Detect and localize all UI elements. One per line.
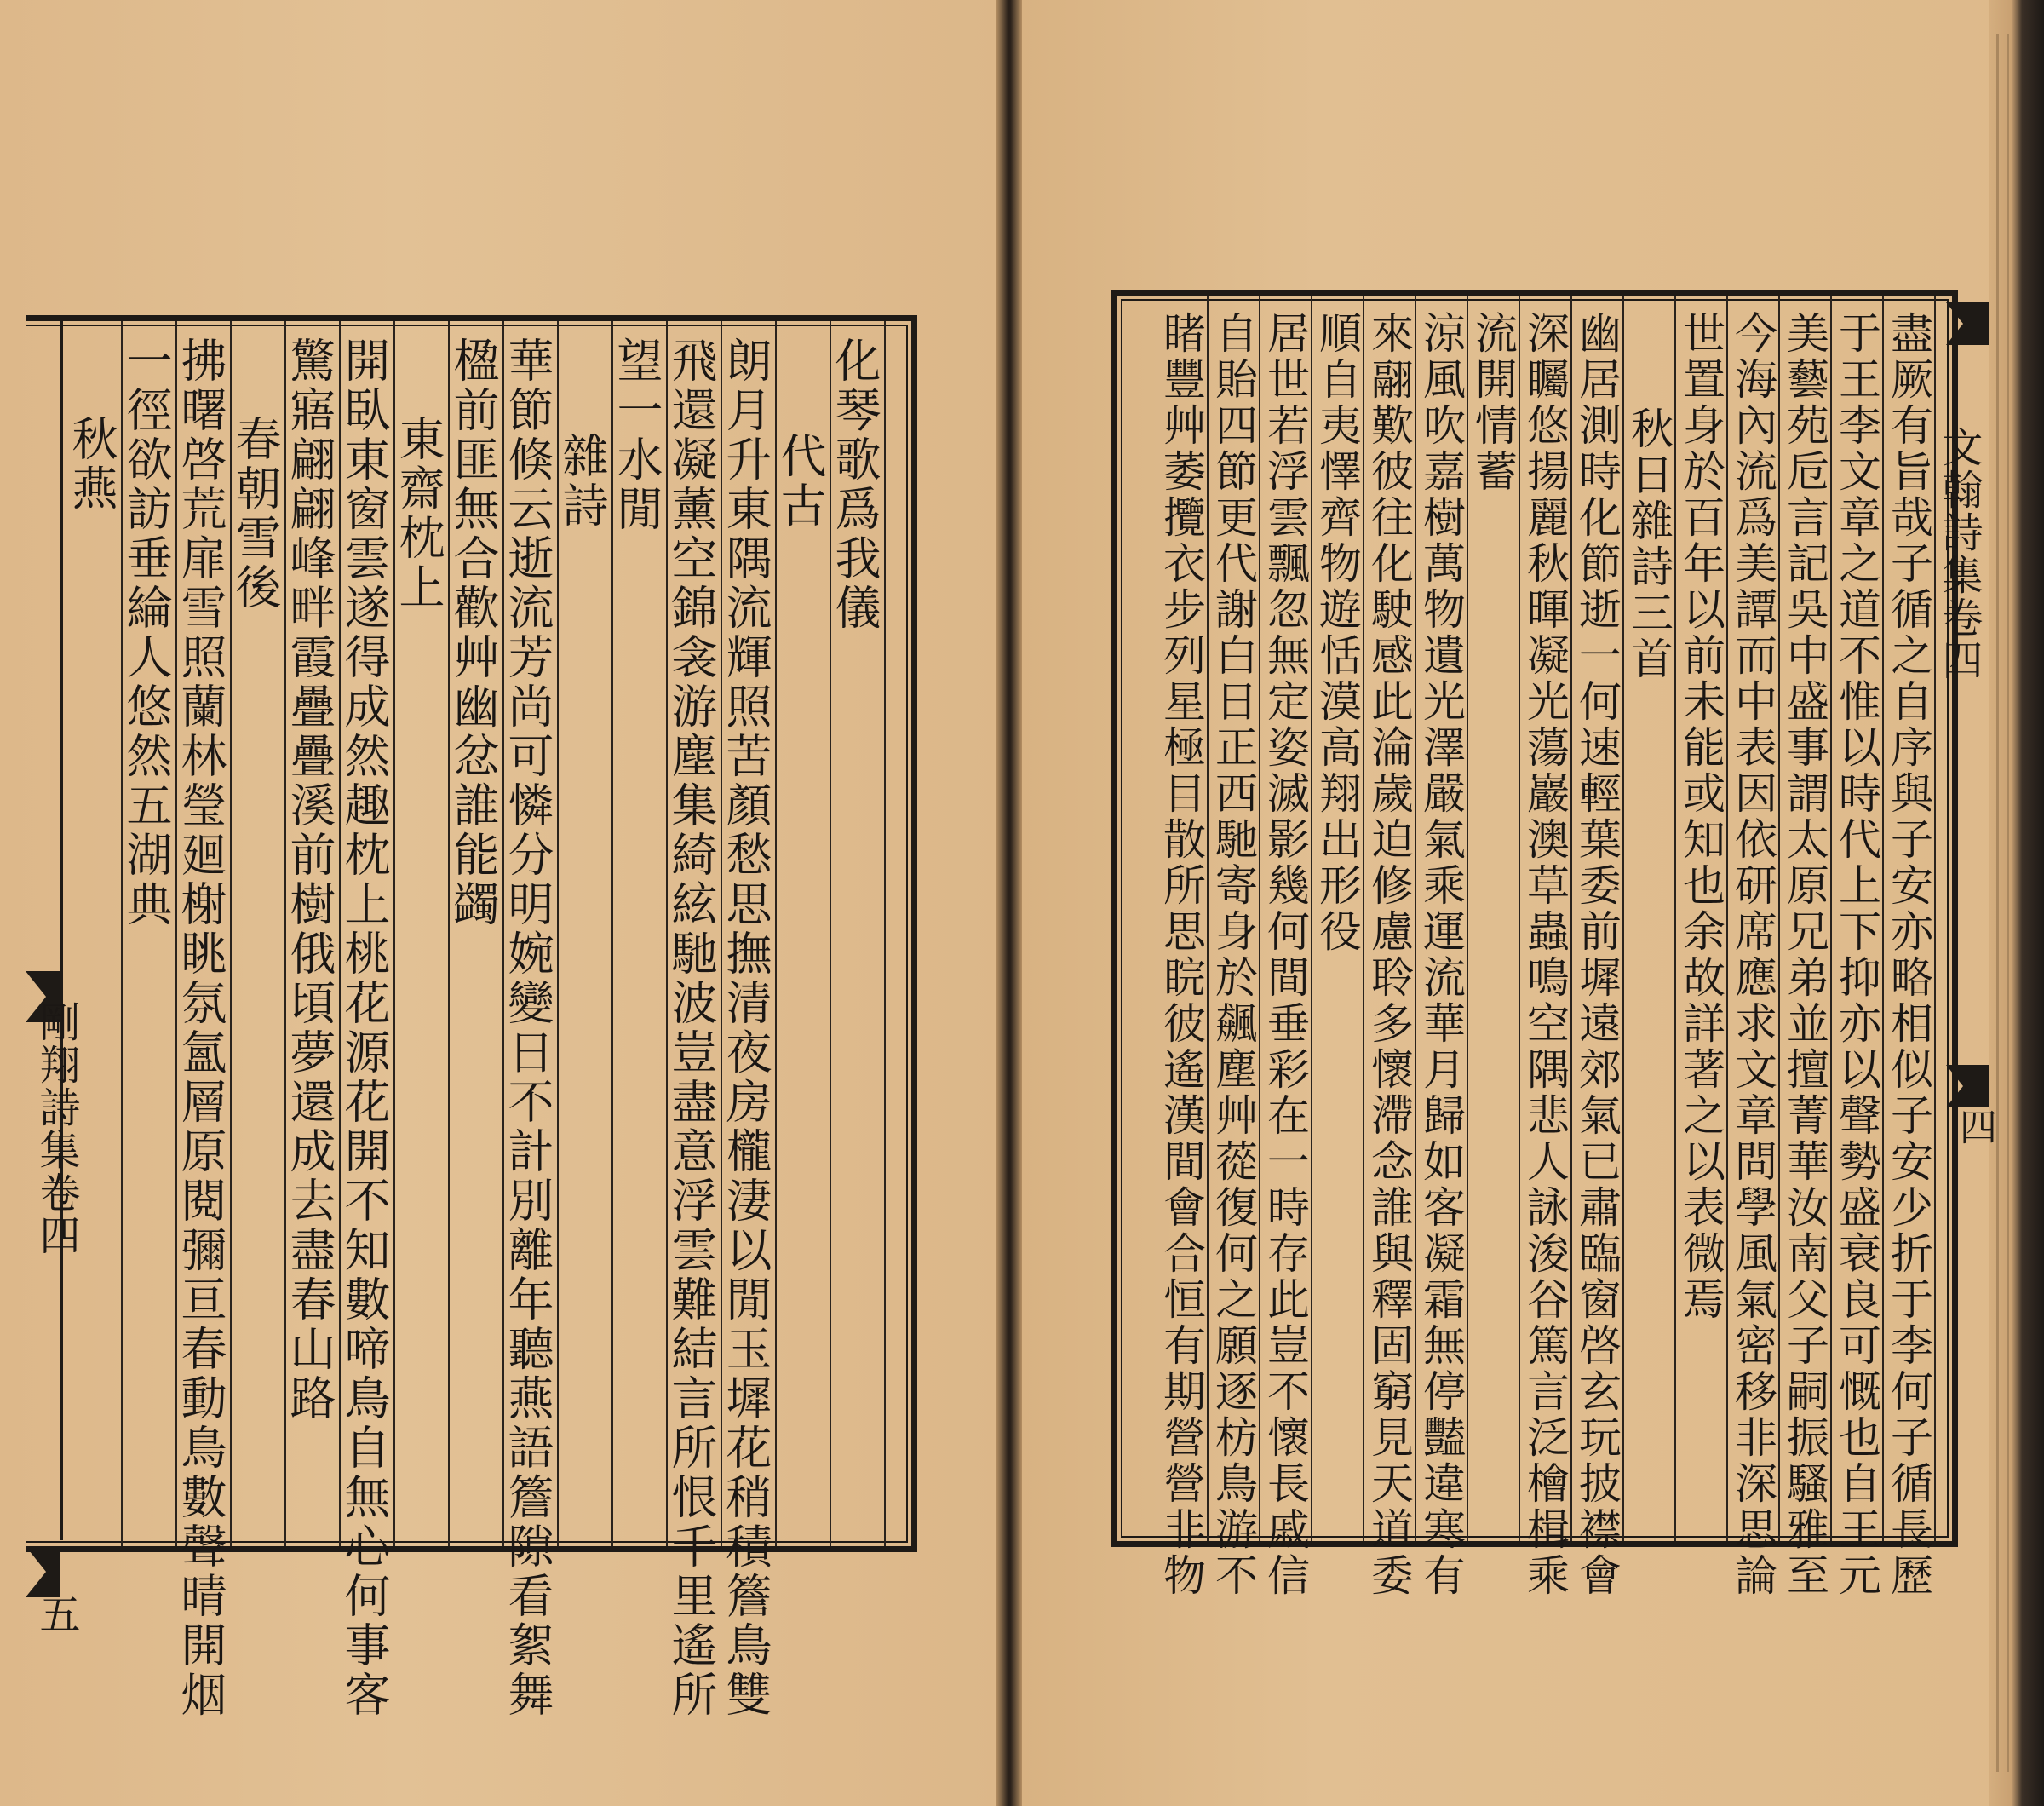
right-page-column-11: 來翮歎彼往化駛感此淪歲迫修慮聆多懷滯念誰與釋固窮見天道委	[1364, 296, 1416, 1541]
left-spine-label: 剛翔詩集卷四	[32, 1001, 80, 1257]
left-page-column-13: 拂曙啓荒扉雪照蘭林瑩廻榭眺氛氳層原閱彌亘春動鳥數聲晴開烟	[172, 321, 232, 1546]
right-folio-number: 四	[1953, 1107, 1996, 1145]
left-page-column-2: 代古	[772, 321, 831, 1546]
right-page-column-12: 順自夷懌齊物遊恬漠高翔出形役	[1312, 296, 1364, 1541]
book-gutter	[996, 0, 1022, 1806]
right-page-column-4: 于王李文章之道不惟以時代上下抑亦以聲勢盛衰良可慨也自王元	[1832, 296, 1884, 1541]
left-page-column-14: 一徑欲訪垂綸人悠然五湖典	[118, 321, 177, 1546]
left-page-column-3: 朗月升東隅流輝照苦顏愁思撫清夜房櫳淒以閒玉墀花稍積簷鳥雙	[717, 321, 777, 1546]
right-page-column-8: 深矚悠揚麗秋暉凝光蕩巖澳草蟲鳴空隅悲人詠浚谷篤言泛檜楫乘	[1520, 296, 1572, 1541]
right-page-column-3: 美藝苑卮言記吳中盛事謂太原兄弟並擅菁華汝南父子嗣振騷雅至	[1780, 296, 1832, 1541]
right-page-column-7: 幽居測時化節逝一何速輕葉委前墀遠郊氣已肅臨窗啓玄玩披襟會	[1572, 296, 1624, 1541]
right-page-column-2: 今海內流爲美譚而中表因依研席應求文章問學風氣密移非深思論	[1728, 296, 1780, 1541]
left-page-column-1: 化琴歌爲我儀	[826, 321, 886, 1546]
left-folio-number: 五	[32, 1593, 80, 1634]
right-text-frame	[1111, 290, 1958, 1599]
left-page-column-4: 飛還凝薰空錦衾游塵集綺絃馳波豈盡意浮雲難結言所恨千里遙所	[663, 321, 722, 1546]
right-page-column-13: 居世若浮雲飄忽無定姿滅影幾何間垂彩在一時存此豈不懷長戚信	[1260, 296, 1312, 1541]
right-page-column-10: 涼風吹嘉樹萬物遺光澤嚴氣乘運流華月歸如客凝霜無停豔違寒有	[1416, 296, 1468, 1541]
left-page-column-12: 春朝雪後	[227, 321, 286, 1546]
left-page-column-11: 驚寤翩翩峰畔霞疊疊溪前樹俄頃夢還成去盡春山路	[281, 321, 341, 1546]
left-text-frame	[26, 315, 917, 1720]
left-page-column-8: 楹前匪無合歡艸幽忿誰能蠲	[445, 321, 504, 1546]
left-page-column-9: 東齋枕上	[390, 321, 450, 1546]
left-page-column-15: 秋燕	[63, 321, 123, 1546]
right-page-column-1: 世置身於百年以前未能或知也余故詳著之以表微焉	[1676, 296, 1728, 1541]
left-page-spine	[26, 315, 80, 1634]
right-page-column-14: 自貽四節更代謝白日正西馳寄身於飆塵艸蓯復何之願逐枋鳥游不	[1209, 296, 1260, 1541]
left-page-column-10: 開臥東窗雲遂得成然趣枕上桃花源花開不知數啼鳥自無心何事客	[336, 321, 395, 1546]
right-page-column-5: 盡厥有旨哉子循之自序與子安亦略相似子安少折于李何子循長歷	[1884, 296, 1936, 1541]
right-page-column-6: 秋日雜詩三首	[1624, 296, 1676, 1541]
right-page-column-15: 睹豐艸萎攬衣步列星極目散所思睆彼遙漢間會合恒有期營營非物	[1157, 296, 1209, 1541]
left-page-column-5: 望一水閒	[608, 321, 668, 1546]
left-page-column-6: 雜詩	[554, 321, 613, 1546]
page-edges	[1989, 0, 2044, 1806]
right-header-label: 文翰詩集卷四	[1935, 426, 1983, 682]
left-page-column-7: 華節倏云逝流芳尚可憐分明婉變日不計別離年聽燕語簷隙看絮舞	[499, 321, 559, 1546]
right-page-column-9: 流開情蓄	[1468, 296, 1520, 1541]
